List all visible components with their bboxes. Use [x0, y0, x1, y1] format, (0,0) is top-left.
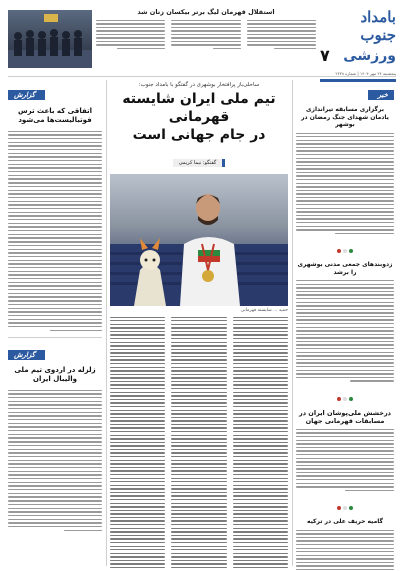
main-story-kicker: ساحلی‌باز پرافتخار بوشهری در گفتگو با بامداد جنوب: [138, 82, 260, 88]
main-story-byline: گفتگو: نیما کریمی [173, 159, 226, 167]
main-story-headline-2: در جام جهانی است [132, 127, 266, 143]
sidebar-story2-tag: گزارش [8, 350, 45, 360]
news-story2-title: زدوبندهای جمعی مدنی بوشهری را برشد [297, 261, 393, 276]
separator-dots [296, 238, 394, 257]
team-photo [8, 10, 92, 68]
news-story3-title: درخشش ملی‌پوشان ایران در مسابقات قهرمانی جهان [298, 408, 392, 425]
photo-caption: حمید ... شایسته قهرمانی [240, 307, 288, 313]
page-number: ۷ [320, 46, 330, 65]
sidebar-section-tag: گزارش [8, 90, 45, 100]
news-column [296, 82, 394, 568]
news-story4-title: گامیه حریف علی در ترکیه [306, 518, 384, 526]
sidebar [8, 82, 102, 568]
masthead [320, 8, 396, 76]
news-story1-title: برگزاری مسابقه تیراندازی یادمان شهدای جنگ رمضان در بوشهر [301, 106, 389, 128]
masthead-section: ورزشی [343, 47, 396, 64]
masthead-dateline: پنجشنبه ۲۴ مهر ۱۴۰۴ | شماره ۲۴۳۸ [335, 71, 396, 76]
main-story [110, 82, 288, 568]
masthead-brand: بامداد جنوب [360, 8, 396, 44]
news-column-tag: خبر [368, 90, 394, 100]
sidebar-story2-title: زلزله در اردوی تیم ملی والیبال ایران [14, 366, 96, 383]
athlete-photo [110, 174, 288, 306]
main-story-headline-1: تیم ملی ایران شایسته قهرمانی [122, 91, 276, 125]
top-story-headline: استقلال قهرمان لیگ برتر بیکسان زنان شد [137, 8, 275, 16]
top-story [96, 8, 316, 72]
sidebar-story1-title: اتفاقی که باعث ترس فوتبالیست‌ها می‌شود [17, 107, 93, 124]
